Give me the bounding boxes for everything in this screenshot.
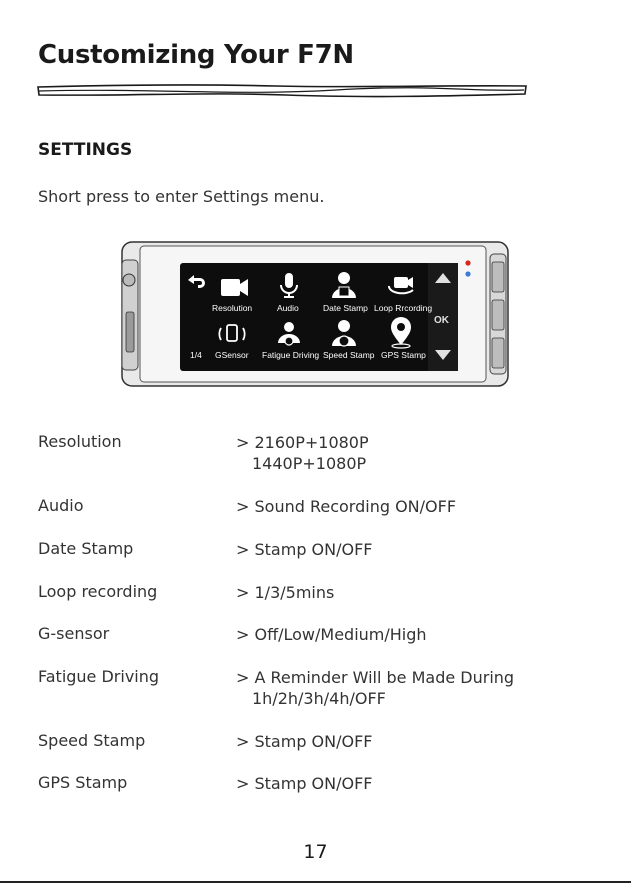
setting-values [236, 496, 456, 517]
screen-label-audio: Audio [277, 303, 299, 313]
setting-values [236, 432, 369, 474]
screen-page-indicator: 1/4 [190, 350, 202, 360]
screen-label-date-stamp: Date Stamp [323, 303, 368, 313]
setting-values [236, 624, 427, 645]
setting-name: Date Stamp [38, 539, 134, 558]
page-title: Customizing Your F7N [38, 40, 354, 70]
setting-values [236, 582, 334, 603]
setting-values [236, 539, 373, 560]
setting-value: > Off/Low/Medium/High [236, 625, 427, 644]
setting-value: > A Reminder Will be Made During [236, 668, 515, 687]
screen-label-speed-stamp: Speed Stamp [323, 350, 375, 360]
setting-value: 1440P+1080P [252, 454, 367, 473]
screen-label-resolution: Resolution [212, 303, 253, 313]
setting-value: > Stamp ON/OFF [236, 774, 373, 793]
setting-values [236, 773, 373, 794]
setting-value: > Stamp ON/OFF [236, 540, 373, 559]
setting-value: > Stamp ON/OFF [236, 732, 373, 751]
setting-name: G-sensor [38, 624, 110, 643]
screen-label-loop-recording: Loop Rrcording [374, 303, 433, 313]
setting-values [236, 667, 514, 709]
setting-name: Speed Stamp [38, 731, 146, 750]
screen-label-gsensor: GSensor [215, 350, 249, 360]
screen-label-gps-stamp: GPS Stamp [381, 350, 426, 360]
dashcam-illustration [118, 240, 512, 388]
screen-label-fatigue-driving: Fatigue Driving [262, 350, 320, 360]
setting-value: 1h/2h/3h/4h/OFF [252, 689, 386, 708]
setting-name: Audio [38, 496, 84, 515]
setting-value: > 1/3/5mins [236, 583, 335, 602]
setting-name: GPS Stamp [38, 773, 128, 792]
led-red-icon [465, 260, 470, 265]
setting-name: Loop recording [38, 582, 158, 601]
video-camera-icon [221, 279, 248, 296]
section-heading: SETTINGS [38, 140, 133, 160]
setting-name: Resolution [38, 432, 122, 451]
setting-values [236, 731, 373, 752]
page-number: 17 [303, 841, 328, 863]
led-blue-icon [465, 271, 470, 276]
setting-name: Fatigue Driving [38, 667, 160, 686]
intro-text: Short press to enter Settings menu. [38, 187, 325, 206]
setting-value: > Sound Recording ON/OFF [236, 497, 457, 516]
ok-label: OK [434, 315, 449, 326]
setting-value: > 2160P+1080P [236, 433, 369, 452]
decorative-underline [36, 80, 528, 102]
